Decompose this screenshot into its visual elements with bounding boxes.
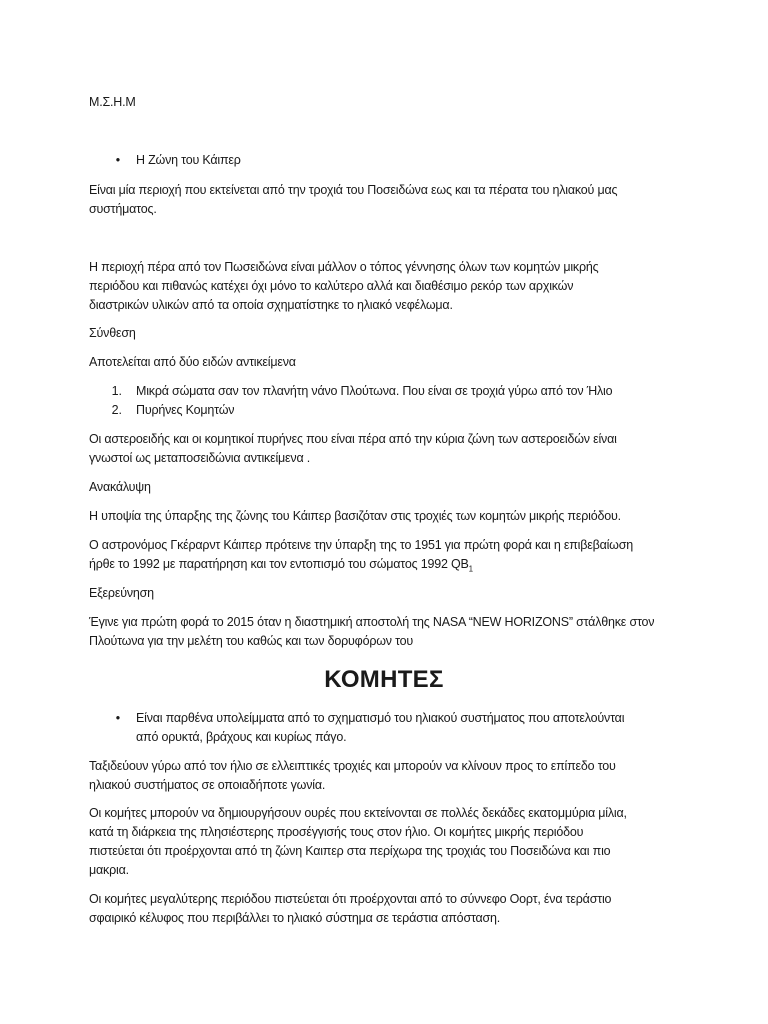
subscript-index: 1 (468, 564, 473, 574)
exploration-paragraph: Έγινε για πρώτη φορά το 2015 όταν η διαστημική αποστολή της NASA “NEW HORIZONS” στάλθηκε στον Πλούτωνα για την μελέτη του καθώς και των δορυφόρων του (89, 615, 655, 648)
intro-paragraph: Είναι μία περιοχή που εκτείνεται από την τροχιά του Ποσειδώνα εως και τα πέρατα του ηλιακού μας συστήματος. (89, 183, 618, 216)
oort-cloud-paragraph: Οι κομήτες μεγαλύτερης περιόδου πιστεύεται ότι προέρχονται από το σύννεφο Οορτ, ένα τεράστιο σφαιρικό κέλυφος που περιβάλλει το ηλιακό σύστημα σε τεράστια απόσταση. (89, 892, 612, 925)
asteroids-paragraph: Οι αστεροειδής και οι κομητικοί πυρήνες που είναι πέρα από την κύρια ζώνη των αστεροειδών είναι γνωστοί ως μεταποσειδώνια αντικείμενα . (89, 432, 617, 465)
list-item: Πυρήνες Κομητών (136, 403, 235, 417)
comets-orbit-paragraph: Ταξιδεύουν γύρω από τον ήλιο σε ελλειπτικές τροχιές και μπορούν να κλίνουν προς το επίπεδο του ηλιακού συστήματος σε οποιαδήποτε γωνία. (89, 759, 616, 792)
discovery-heading: Ανακάλυψη (89, 480, 151, 494)
kuiper-belt-title: Η Ζώνη του Κάιπερ (136, 153, 241, 167)
list-number: 1. (111, 384, 122, 398)
exploration-heading: Εξερεύνηση (89, 586, 154, 600)
comets-tails-paragraph: Οι κομήτες μπορούν να δημιουργήσουν ουρές που εκτείνονται σε πολλές δεκάδες εκατομμύρια μίλια, κατά τη διάρκεια της πλησιέστερης προσέγγισής τους στον ήλιο. Οι κομήτες μικρής περιόδου πιστεύεται ότι προέρχονται από τη ζώνη Καιπερ στα περίχωρα της τροχιάς του Ποσειδώνα και πιο μακρια. (89, 806, 627, 877)
synthesis-intro: Αποτελείται από δύο ειδών αντικείμενα (89, 355, 296, 369)
synthesis-heading: Σύνθεση (89, 326, 136, 340)
bullet-marker: • (115, 711, 121, 725)
discovery-paragraph-1: Η υποψία της ύπαρξης της ζώνης του Κάιπερ βασιζόταν στις τροχιές των κομητών μικρής περιόδου. (89, 509, 621, 523)
list-number: 2. (111, 403, 122, 417)
comets-heading: ΚΟΜΗΤΕΣ (324, 666, 444, 693)
comets-bullet-item: Είναι παρθένα υπολείμματα από το σχηματισμό του ηλιακού συστήματος που αποτελούνται από ορυκτά, βράχους και κυρίως πάγο. (136, 711, 625, 744)
list-item: Μικρά σώματα σαν τον πλανήτη νάνο Πλούτωνα. Που είναι σε τροχιά γύρω από τον Ήλιο (136, 384, 613, 398)
bullet-marker: • (115, 153, 121, 167)
origin-paragraph: Η περιοχή πέρα από τον Πωσειδώνα είναι μάλλον ο τόπος γέννησης όλων των κομητών μικρής περιόδου και πιθανώς κατέχει όχι μόνο το καλύτερο αλλά και διαθέσιμο ρεκόρ των αρχικών διαστρικών υλικών από τα οποία σχηματίστηκε το ηλιακό νεφέλωμα. (89, 260, 599, 312)
discovery-paragraph-2: Ο αστρονόμος Γκέραρντ Κάιπερ πρότεινε την ύπαρξη της το 1951 για πρώτη φορά και η επιβεβαίωση ήρθε το 1992 με παρατήρηση και τον εντοπισμό του σώματος 1992 $QB_1$ (89, 538, 634, 574)
document-header: Μ.Σ.Η.Μ (89, 95, 136, 109)
